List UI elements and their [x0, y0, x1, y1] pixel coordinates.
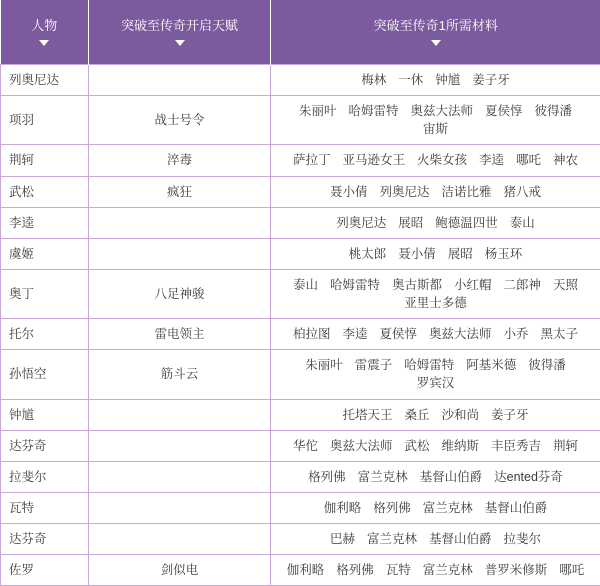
- material-item: 沙和尚: [442, 406, 480, 424]
- table-body: [1, 65, 600, 586]
- cell-materials: [271, 96, 600, 145]
- cell-talent: 雷电领主: [89, 319, 271, 350]
- table-row: [1, 492, 600, 523]
- table-row: [1, 96, 600, 145]
- material-item: 彼得潘: [535, 102, 573, 120]
- cell-materials: [271, 145, 600, 176]
- cell-materials: [271, 176, 600, 207]
- cell-character: 拉斐尔: [1, 461, 89, 492]
- header-row: [1, 0, 600, 65]
- cell-talent: [89, 399, 271, 430]
- material-item: 小乔: [504, 325, 529, 343]
- material-item: 天照: [553, 276, 578, 294]
- column-header-talent-label: 突破至传奇开启天赋: [95, 18, 264, 35]
- cell-talent: [89, 524, 271, 555]
- cell-talent: [89, 207, 271, 238]
- cell-materials: [271, 350, 600, 399]
- material-item: 宙斯: [423, 120, 448, 138]
- material-item: 伽利略: [324, 499, 362, 517]
- material-item: 奥兹大法师: [429, 325, 492, 343]
- cell-materials: [271, 399, 600, 430]
- cell-character: 孙悟空: [1, 350, 89, 399]
- material-item: 雷震子: [355, 356, 393, 374]
- material-item: 格列佛: [336, 561, 374, 579]
- material-item: 杨玉环: [485, 245, 523, 263]
- material-item: 列奥尼达: [336, 214, 386, 232]
- chevron-down-icon[interactable]: [39, 40, 49, 46]
- material-item: 普罗米修斯: [485, 561, 548, 579]
- cell-talent: 八足神骏: [89, 269, 271, 318]
- cell-talent: [89, 430, 271, 461]
- cell-talent: 战士号令: [89, 96, 271, 145]
- table-row: [1, 350, 600, 399]
- table-row: [1, 524, 600, 555]
- table-header: [1, 0, 600, 65]
- material-item: 柏拉图: [293, 325, 331, 343]
- material-item: 哈姆雷特: [404, 356, 454, 374]
- column-header-materials-label: 突破至传奇1所需材料: [277, 18, 595, 35]
- material-item: 桃太郎: [349, 245, 387, 263]
- chevron-down-icon[interactable]: [175, 40, 185, 46]
- cell-talent: [89, 461, 271, 492]
- cell-materials: [271, 65, 600, 96]
- material-item: 富兰克林: [367, 530, 417, 548]
- chevron-down-icon[interactable]: [431, 40, 441, 46]
- material-item: 瓦特: [386, 561, 411, 579]
- cell-talent: 疯狂: [89, 176, 271, 207]
- cell-character: 虞姬: [1, 238, 89, 269]
- material-item: 哪吒: [559, 561, 584, 579]
- material-item: 华佗: [293, 437, 318, 455]
- material-item: 丰臣秀吉: [491, 437, 541, 455]
- material-item: 伽利略: [287, 561, 325, 579]
- material-item: 二郎神: [504, 276, 542, 294]
- material-item: 李逵: [342, 325, 367, 343]
- material-item: 阿基米德: [466, 356, 516, 374]
- table-row: [1, 207, 600, 238]
- material-item: 基督山伯爵: [485, 499, 548, 517]
- table-row: [1, 399, 600, 430]
- cell-materials: [271, 269, 600, 318]
- cell-character: 达芬奇: [1, 430, 89, 461]
- cell-talent: [89, 238, 271, 269]
- cell-materials: [271, 492, 600, 523]
- material-item: 拉斐尔: [504, 530, 542, 548]
- material-item: 基督山伯爵: [429, 530, 492, 548]
- table-row: [1, 461, 600, 492]
- table-row: [1, 145, 600, 176]
- material-item: 泰山: [293, 276, 318, 294]
- material-item: 夏侯惇: [379, 325, 417, 343]
- material-item: 哈姆雷特: [348, 102, 398, 120]
- table-row: [1, 319, 600, 350]
- cell-talent: 剑似电: [89, 555, 271, 586]
- table-row: [1, 238, 600, 269]
- material-item: 鲍德温四世: [435, 214, 498, 232]
- material-item: 亚马逊女王: [342, 151, 405, 169]
- material-item: 武松: [404, 437, 429, 455]
- material-item: 巴赫: [330, 530, 355, 548]
- material-item: 聂小倩: [398, 245, 436, 263]
- material-item: 达ented芬奇: [494, 468, 563, 486]
- material-item: 一休: [398, 71, 423, 89]
- column-header-talent[interactable]: [89, 0, 271, 65]
- table-row: [1, 269, 600, 318]
- material-item: 奥兹大法师: [410, 102, 473, 120]
- material-item: 桑丘: [404, 406, 429, 424]
- cell-materials: [271, 461, 600, 492]
- material-item: 富兰克林: [423, 561, 473, 579]
- material-item: 格列佛: [308, 468, 346, 486]
- column-header-character[interactable]: [1, 0, 89, 65]
- material-item: 姜子牙: [472, 71, 510, 89]
- material-item: 洁诺比雅: [442, 183, 492, 201]
- material-item: 哈姆雷特: [330, 276, 380, 294]
- material-item: 基督山伯爵: [420, 468, 483, 486]
- cell-character: 托尔: [1, 319, 89, 350]
- cell-character: 李逵: [1, 207, 89, 238]
- cell-materials: [271, 524, 600, 555]
- column-header-character-label: 人物: [7, 18, 83, 35]
- cell-character: 瓦特: [1, 492, 89, 523]
- cell-talent: 淬毒: [89, 145, 271, 176]
- cell-character: 达芬奇: [1, 524, 89, 555]
- material-item: 聂小倩: [330, 183, 368, 201]
- material-item: 彼得潘: [528, 356, 566, 374]
- material-item: 萨拉丁: [293, 151, 331, 169]
- table-row: [1, 176, 600, 207]
- material-item: 托塔天王: [342, 406, 392, 424]
- material-item: 朱丽叶: [305, 356, 343, 374]
- material-item: 哪吒: [516, 151, 541, 169]
- material-item: 富兰克林: [423, 499, 473, 517]
- cell-materials: [271, 207, 600, 238]
- cell-character: 钟馗: [1, 399, 89, 430]
- cell-materials: [271, 238, 600, 269]
- material-item: 罗宾汉: [417, 374, 455, 392]
- cell-talent: [89, 492, 271, 523]
- material-item: 维纳斯: [442, 437, 480, 455]
- cell-character: 佐罗: [1, 555, 89, 586]
- cell-materials: [271, 555, 600, 586]
- cell-character: 奥丁: [1, 269, 89, 318]
- cell-character: 项羽: [1, 96, 89, 145]
- cell-character: 列奥尼达: [1, 65, 89, 96]
- material-item: 奥兹大法师: [330, 437, 393, 455]
- cell-talent: [89, 65, 271, 96]
- material-item: 神农: [553, 151, 578, 169]
- material-item: 亚里士多德: [404, 294, 467, 312]
- material-item: 展昭: [398, 214, 423, 232]
- cell-materials: [271, 319, 600, 350]
- table-row: [1, 65, 600, 96]
- material-item: 李逵: [479, 151, 504, 169]
- column-header-materials[interactable]: [271, 0, 600, 65]
- cell-character: 武松: [1, 176, 89, 207]
- material-item: 列奥尼达: [379, 183, 429, 201]
- cell-talent: 筋斗云: [89, 350, 271, 399]
- material-item: 黑太子: [541, 325, 579, 343]
- material-item: 展昭: [448, 245, 473, 263]
- material-item: 夏侯惇: [485, 102, 523, 120]
- material-item: 荆轲: [553, 437, 578, 455]
- material-item: 富兰克林: [358, 468, 408, 486]
- cell-character: 荆轲: [1, 145, 89, 176]
- material-item: 泰山: [510, 214, 535, 232]
- table-row: [1, 430, 600, 461]
- material-item: 火柴女孩: [417, 151, 467, 169]
- material-item: 钟馗: [435, 71, 460, 89]
- cell-materials: [271, 430, 600, 461]
- material-item: 姜子牙: [491, 406, 529, 424]
- material-item: 格列佛: [373, 499, 411, 517]
- material-item: 梅林: [361, 71, 386, 89]
- material-item: 朱丽叶: [299, 102, 337, 120]
- material-item: 小红帽: [454, 276, 492, 294]
- table-row: [1, 555, 600, 586]
- material-item: 奥古斯都: [392, 276, 442, 294]
- material-item: 猪八戒: [504, 183, 542, 201]
